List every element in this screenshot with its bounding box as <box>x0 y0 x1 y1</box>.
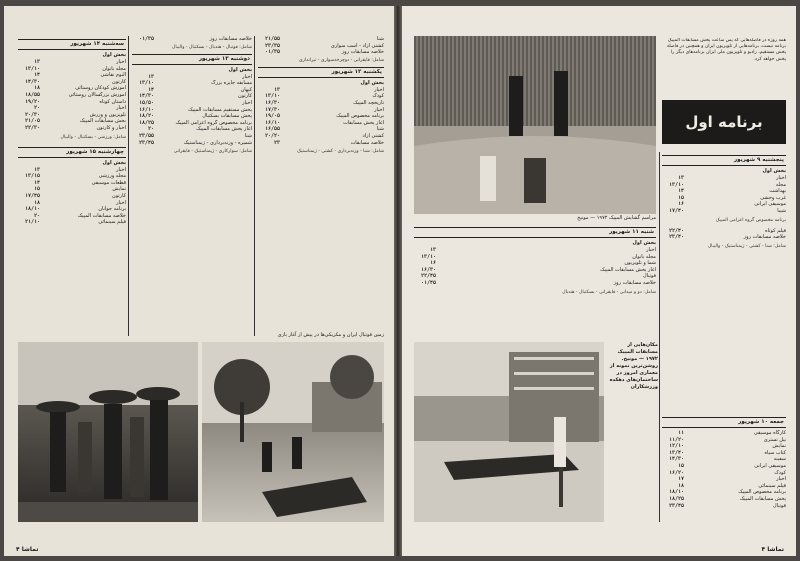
program-row <box>258 93 384 100</box>
program-title: فیلم کوتاه <box>765 227 786 234</box>
program-title: برنامه مخصوص المپیک <box>336 113 384 120</box>
program-row <box>662 489 786 496</box>
program-title: مجله <box>775 181 786 188</box>
program-row <box>258 133 384 140</box>
program-time: ۱۵/۵۰ <box>138 99 154 106</box>
program-title: نمایش <box>112 186 126 193</box>
program-description: شامل: شنا - وزنه‌برداری - کشتی - ژیمناستیک <box>297 149 384 155</box>
program-time: ۱۶/۱۰ <box>264 119 280 126</box>
schedule-column-monday <box>132 36 252 155</box>
program-title: غرب وحشی <box>760 194 786 201</box>
program-title: اخبار <box>116 166 126 173</box>
program-title: اخبار <box>646 247 656 253</box>
program-time: ۲۱/۵۵ <box>264 36 280 42</box>
program-time: ۱۸ <box>677 482 684 489</box>
program-title: فوتبال <box>642 273 656 280</box>
program-title: سفینه <box>773 456 786 463</box>
program-time: ۱۶ <box>429 260 436 267</box>
program-time: ۲۳ <box>273 139 280 146</box>
program-row <box>258 140 384 147</box>
section-label: بخش اول <box>228 66 252 73</box>
program-row <box>18 180 126 187</box>
program-time: ۲۰ <box>33 212 40 219</box>
program-row <box>414 267 656 274</box>
program-row <box>258 100 384 107</box>
program-row <box>662 175 786 182</box>
program-row <box>662 443 786 450</box>
section-label: بخش اول <box>102 52 126 58</box>
program-title: اخبار <box>374 106 384 113</box>
program-row <box>662 228 786 235</box>
program-title: بیل تستری <box>763 436 786 443</box>
program-row <box>414 280 656 287</box>
program-time: ۱۷/۳۰ <box>264 106 280 113</box>
mariachi-figures-image <box>18 342 198 522</box>
table-tennis-image <box>414 342 604 522</box>
program-row <box>258 120 384 127</box>
program-note: شامل: ورزشی - بسکتبال - والیبال <box>60 134 126 140</box>
program-row <box>18 105 126 112</box>
program-title: کودک <box>774 469 786 476</box>
schedule-column-sunday <box>258 36 384 155</box>
schedule-column-tuesday <box>18 36 126 226</box>
day-header: شنبه ۱۱ شهریور <box>414 227 656 238</box>
program-title: فوتبال <box>772 502 786 509</box>
program-title: اخبار و کارتون <box>96 124 126 131</box>
program-row <box>132 126 252 133</box>
program-title: مسابقه جایزه بزرگ <box>211 80 252 87</box>
program-description: شامل: قایقرانی - دوچرخه‌سواری - تیراندازی <box>299 57 384 63</box>
program-row <box>132 120 252 127</box>
program-time: ۱۶/۳۰ <box>264 99 280 106</box>
program-row <box>132 36 252 43</box>
program-time: ۱۵ <box>677 462 684 469</box>
program-title: قطعات موسیقی <box>91 179 126 186</box>
program-time: ۱۴/۳۰ <box>24 78 40 85</box>
program-row <box>662 476 786 483</box>
program-title: پخش مسابقات بسکتبال <box>202 113 252 120</box>
program-time: ۱۳ <box>677 175 684 181</box>
section-banner: برنامه اول <box>662 100 786 144</box>
program-time: ۱۴ <box>33 179 40 186</box>
program-title: پخش مستقیم مسابقات المپیک <box>188 106 252 113</box>
program-time: ۲۰ <box>33 105 40 112</box>
program-row <box>18 72 126 79</box>
program-title: بخش مسابقات المپیک <box>79 118 126 125</box>
program-title: اخبار <box>776 476 786 483</box>
program-time: ۱۳/۱۰ <box>420 253 436 260</box>
program-row <box>258 126 384 133</box>
program-time: ۲۳/۵۵ <box>138 132 154 139</box>
column-rule <box>128 36 129 336</box>
program-time: ۲۰/۳۰ <box>24 111 40 118</box>
photo-olympic-village <box>202 342 384 522</box>
program-row <box>132 107 252 114</box>
program-list <box>662 175 786 215</box>
program-row <box>18 112 126 119</box>
program-title: شنا <box>244 132 252 139</box>
section-label: بخش اول <box>762 168 786 174</box>
program-time: ۲۲/۴۵ <box>420 273 436 280</box>
program-title: کارتون <box>112 78 126 85</box>
program-time: ۱۳ <box>429 247 436 253</box>
program-title: اخبار <box>776 175 786 181</box>
program-title: تاریخچه المپیک <box>353 99 384 106</box>
program-row <box>18 92 126 99</box>
photo-opening-ceremony <box>414 36 656 214</box>
program-list <box>258 87 384 146</box>
day-header: یکشنبه ۱۲ شهریور <box>258 67 384 78</box>
section-label: بخش اول <box>102 159 126 166</box>
day-header: چهارشنبه ۱۵ شهریور <box>18 147 126 158</box>
program-row <box>132 80 252 87</box>
program-row <box>258 36 384 43</box>
program-row <box>662 503 786 510</box>
program-time: ۱۶/۵۵ <box>264 126 280 133</box>
day-header: جمعه ۱۰ شهریور <box>662 417 786 428</box>
program-title: آغاز پخش مسابقات <box>343 119 384 126</box>
program-row <box>662 195 786 202</box>
program-row <box>662 208 786 215</box>
program-title: آموزش بزرگسالان روستائی <box>68 91 126 98</box>
page-footer: تماشا ۴ <box>16 546 39 553</box>
program-list <box>132 74 252 147</box>
program-title: برنامه مخصوص گروه اعزامی المپیک <box>175 119 252 126</box>
program-title: کارگاه موسیقی <box>753 430 786 436</box>
program-time: ۱۷/۴۰ <box>668 207 684 214</box>
magazine-spread <box>4 6 796 556</box>
program-row <box>258 113 384 120</box>
program-time: ۱۹/۰۵ <box>264 113 280 120</box>
program-list <box>18 59 126 132</box>
program-title: خلاصه مسابقات <box>350 139 384 146</box>
side-note: مکان‌هایی از مسابقات المپیک ۱۹۷۲ — مونیخ. روشن‌ترین نمونه از معماری امروز در ساختمان‌های دهکده ورزشکاران <box>609 342 658 390</box>
program-title: کیهان <box>240 86 252 93</box>
program-row <box>18 125 126 132</box>
program-time: ۰۱/۴۵ <box>420 279 436 286</box>
program-title: اخبار <box>116 59 126 65</box>
program-title: برنامه مخصوص المپیک <box>738 489 786 496</box>
program-list <box>132 36 252 43</box>
schedule-thursday <box>662 152 786 250</box>
schedule-saturday <box>414 224 656 296</box>
photo-table-tennis <box>414 342 604 522</box>
program-row <box>414 254 656 261</box>
program-description: شامل: شنا - کشتی - ژیمناستیک - والیبال <box>707 243 786 249</box>
program-time: ۱۸/۱۰ <box>668 489 684 496</box>
program-title: فیلم سینمائی <box>98 219 126 226</box>
program-title: آلبوم نقاشی <box>100 72 126 79</box>
day-header: دوشنبه ۱۳ شهریور <box>132 54 252 65</box>
program-time: ۱۹/۲۰ <box>24 98 40 105</box>
program-title: خلاصه مسابقات روز <box>743 234 786 241</box>
program-time: ۲۳/۴۵ <box>138 139 154 146</box>
program-title: کودک <box>372 93 384 100</box>
program-time: ۱۳ <box>33 166 40 173</box>
program-title: مجله بانوان <box>632 253 656 260</box>
program-time: ۱۶/۲۰ <box>668 469 684 476</box>
program-title: مجله بانوان <box>102 65 126 72</box>
program-time: ۱۳/۴۰ <box>668 449 684 456</box>
program-row <box>662 182 786 189</box>
program-description: شامل: سوارکاری - ژیمناستیک - قایقرانی <box>173 149 252 155</box>
program-row <box>132 74 252 81</box>
program-title: آموزش کودکان روستائی <box>75 85 126 92</box>
program-title: کارتون <box>112 192 126 199</box>
intro-text: همه روزه در فاصله‌هایی که پس ساعت پخش مسابقات المپیک برنامه نیست، برنامه‌هایی از تلویزیون ایران و همچنین در فاصله پخش مستقیم، رادیو و تلویزیون ملی ایران برنامه‌های دیگر را پخش خواهد کرد. <box>666 38 786 62</box>
program-time: ۱۲/۱۰ <box>668 443 684 450</box>
program-row <box>258 87 384 94</box>
program-time: ۱۵ <box>33 186 40 193</box>
program-title: کتاب سیاه <box>764 449 786 456</box>
program-description: شامل: دو و میدانی - قایقرانی - بسکتبال - هندبال <box>562 289 656 295</box>
program-time: ۱۴ <box>33 72 40 79</box>
program-time: ۱۶ <box>677 201 684 208</box>
program-title: اخبار <box>374 86 384 93</box>
program-description: شامل: فوتبال - هندبال - بسکتبال - والیبال <box>172 44 252 50</box>
program-time: ۲۰ <box>147 126 154 133</box>
program-row <box>18 173 126 180</box>
program-title: بهداشت <box>769 188 786 195</box>
program-list <box>662 228 786 241</box>
program-title: شنا <box>376 126 384 133</box>
program-time: ۱۷/۴۵ <box>24 192 40 199</box>
program-time: ۱۳/۱۰ <box>24 65 40 72</box>
program-row <box>18 186 126 193</box>
program-time: ۱۶/۳۰ <box>420 266 436 273</box>
program-row <box>132 133 252 140</box>
program-row <box>662 496 786 503</box>
program-time: ۰۱/۳۵ <box>264 49 280 56</box>
program-row <box>662 437 786 444</box>
program-row <box>132 93 252 100</box>
program-title: اخبار <box>116 105 126 112</box>
program-row <box>414 260 656 267</box>
program-list <box>18 167 126 226</box>
program-row <box>662 201 786 208</box>
program-title: خلاصه مسابقات روز <box>209 36 252 42</box>
page-footer: تماشا ۴ <box>761 546 784 553</box>
program-title: خلاصه مسابقات روز <box>613 279 656 286</box>
program-time: ۱۸/۱۰ <box>24 206 40 213</box>
program-list <box>414 247 656 287</box>
program-title: آغاز پخش مسابقات المپیک <box>196 126 252 133</box>
program-row <box>258 49 384 56</box>
program-title: تلویزیون و ورزش <box>89 111 126 118</box>
program-row <box>662 456 786 463</box>
program-row <box>662 470 786 477</box>
program-row <box>132 140 252 147</box>
program-description: برنامه مخصوص گروه اعزامی المپیک <box>715 217 786 223</box>
program-row <box>18 118 126 125</box>
program-title: نمایش <box>772 443 786 450</box>
program-row <box>18 213 126 220</box>
program-list <box>258 36 384 56</box>
program-time: ۲۳/۳۵ <box>264 42 280 49</box>
program-time: ۱۸/۲۵ <box>138 119 154 126</box>
program-row <box>132 113 252 120</box>
program-title: موسیقی ایرانی <box>754 462 786 469</box>
program-title: موسیقی ایرانی <box>754 201 786 208</box>
program-time: ۰۱/۳۵ <box>138 36 154 42</box>
program-title: فیلم سینمائی <box>758 482 786 489</box>
program-time: ۱۷ <box>677 476 684 483</box>
program-time: ۱۱/۲۰ <box>668 436 684 443</box>
program-list <box>662 430 786 509</box>
program-title: شیبا <box>777 207 786 214</box>
program-time: ۱۸ <box>33 199 40 206</box>
program-title: کارتون <box>238 93 252 100</box>
program-title: شنا <box>376 36 384 42</box>
program-time: ۱۱ <box>677 430 684 436</box>
caption: زمین فوتبال ایران و مکزیکی‌ها در پیش از آغاز بازی <box>277 332 384 338</box>
program-title: کشتی آزاد <box>362 132 384 139</box>
day-header: سه‌شنبه ۱۴ شهریور <box>18 39 126 50</box>
program-row <box>18 167 126 174</box>
program-row <box>662 450 786 457</box>
program-row <box>18 66 126 73</box>
program-row <box>18 200 126 207</box>
program-title: خلاصه مسابقات المپیک <box>77 212 126 219</box>
program-time: ۱۸/۲۵ <box>668 495 684 502</box>
program-row <box>258 107 384 114</box>
program-time: ۱۸/۲۰ <box>138 113 154 120</box>
program-time: ۱۳/۱۵ <box>24 173 40 180</box>
program-time: ۱۵ <box>677 194 684 201</box>
column-rule <box>254 36 255 336</box>
program-title: اخبار <box>242 73 252 80</box>
section-label: بخش اول <box>632 240 656 246</box>
program-time: ۱۳ <box>273 86 280 93</box>
section-label: بخش اول <box>360 79 384 86</box>
binding-gutter <box>394 6 402 556</box>
program-title: مجله ورزشی <box>98 173 126 180</box>
program-time: ۱۳/۱۰ <box>138 80 154 87</box>
right-page <box>402 6 796 556</box>
program-row <box>132 100 252 107</box>
program-row <box>662 234 786 241</box>
program-row <box>18 85 126 92</box>
program-time: ۲۱/۱۰ <box>24 219 40 226</box>
ceremony-scene-image <box>414 36 656 214</box>
program-row <box>18 193 126 200</box>
program-row <box>414 247 656 254</box>
program-title: آغاز پخش مسابقات المپیک <box>600 266 656 273</box>
program-time: ۱۳/۱۰ <box>668 181 684 188</box>
program-row <box>662 188 786 195</box>
program-time: ۲۱/۰۵ <box>24 118 40 125</box>
program-time: ۱۴ <box>677 188 684 195</box>
program-row <box>414 273 656 280</box>
program-title: اخبار <box>242 99 252 106</box>
program-title: خلاصه مسابقات روز <box>341 49 384 56</box>
program-time: ۱۴/۳۰ <box>138 93 154 100</box>
program-time: ۲۲/۴۰ <box>668 227 684 234</box>
photo-mariachi-band <box>18 342 198 522</box>
program-row <box>662 463 786 470</box>
program-title: اخبار <box>116 199 126 206</box>
program-row <box>18 99 126 106</box>
left-page <box>4 6 394 556</box>
program-time: ۱۸ <box>33 85 40 92</box>
program-time: ۲۳/۴۵ <box>668 502 684 509</box>
program-title: برنامه جوانان <box>98 206 126 213</box>
program-time: ۱۴/۳۰ <box>668 456 684 463</box>
day-header: پنجشنبه ۹ شهریور <box>662 155 786 166</box>
program-time: ۲۳/۴۰ <box>668 234 684 241</box>
program-time: ۱۸/۵۵ <box>24 91 40 98</box>
program-time: ۲۰/۲۰ <box>264 132 280 139</box>
program-row <box>18 206 126 213</box>
program-title: داستان کوتاه <box>99 98 126 105</box>
program-row <box>132 87 252 94</box>
column-rule <box>659 152 660 522</box>
program-time: ۱۳ <box>147 73 154 80</box>
program-time: ۱۳/۱۰ <box>264 93 280 100</box>
village-scene-image <box>202 342 384 522</box>
program-time: ۱۴ <box>147 86 154 93</box>
program-row <box>662 430 786 437</box>
schedule-friday <box>662 414 786 509</box>
program-row <box>258 43 384 50</box>
program-row <box>18 79 126 86</box>
caption: مراسم گشایش المپیک ۱۹۷۲ — مونیخ <box>577 215 656 221</box>
program-title: پخش مسابقات المپیک <box>739 495 786 502</box>
program-row <box>18 219 126 226</box>
program-time: ۱۳ <box>33 59 40 65</box>
program-title: شما و تلویزیون <box>624 260 656 267</box>
program-row <box>18 59 126 66</box>
program-time: ۱۶/۱۰ <box>138 106 154 113</box>
program-title: کشتی آزاد - اسب سواری <box>330 42 384 49</box>
program-row <box>662 483 786 490</box>
program-title: شمیره - وزنه‌برداری - ژیمناستیک <box>183 139 252 146</box>
program-time: ۲۲/۳۰ <box>24 124 40 131</box>
